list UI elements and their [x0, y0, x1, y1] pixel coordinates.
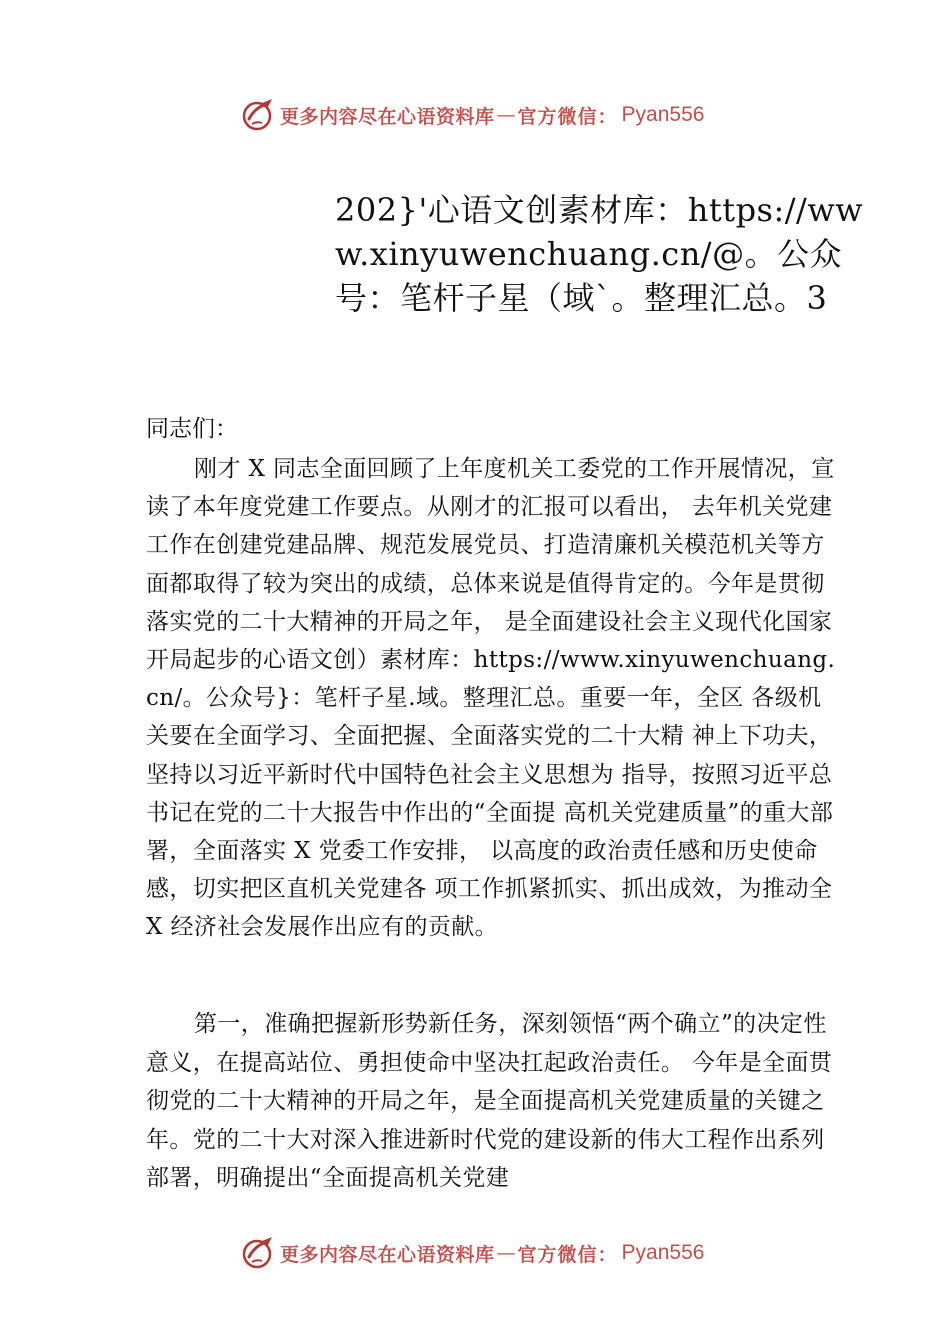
brush-pen-logo-icon — [240, 97, 276, 133]
banner-wechat-id: Pyan556 — [621, 1241, 705, 1264]
banner-separator: — — [496, 104, 516, 126]
document-heading: 202}'心语文创素材库：https://www.xinyuwenchuang.cn/@。公众号：笔杆子星（域`。整理汇总。3 — [335, 191, 864, 317]
banner-slogan: 更多内容尽在心语资料库 — [280, 1243, 495, 1266]
salutation: 同志们： — [146, 416, 238, 442]
banner-wechat-label: 官方微信： — [517, 105, 618, 128]
header-banner — [240, 95, 704, 135]
banner-wechat-label: 官方微信： — [517, 1243, 618, 1266]
banner-wechat-id: Pyan556 — [621, 103, 705, 126]
paragraph-1: 刚才 X 同志全面回顾了上年度机关工委党的工作开展情况，宣读了本年度党建工作要点。从刚才的汇报可以看出， 去年机关党建工作在创建党建品牌、规范发展党员、打造清廉机关模范机关等方面都取得了较为突出的成绩，总体来说是值得肯定的。今年是贯彻落实党的二十大精神的开局之年， 是全面建设社会主义现代化国家开局起步的心语文创）素材库：https://www.xinyuwenchuang.cn/。公众号}：笔杆子星.域。整理汇总。重要一年，全区 各级机关要在全面学习、全面把握、全面落实党的二十大精 神上下功夫，坚持以习近平新时代中国特色社会主义思想为 指导，按照习近平总书记在党的二十大报告中作出的“全面提 高机关党建质量”的重大部署，全面落实 X 党委工作安排， 以高度的政治责任感和历史使命感，切实把区直机关党建各 项工作抓紧抓实、抓出成效，为推动全 X 经济社会发展作出应有的贡献。 — [146, 456, 836, 941]
banner-separator: — — [496, 1242, 516, 1264]
banner-slogan: 更多内容尽在心语资料库 — [280, 105, 495, 128]
footer-banner — [240, 1233, 704, 1273]
paragraph-2: 第一，准确把握新形势新任务，深刻领悟“两个确立”的决定性意义，在提高站位、勇担使命中坚决扛起政治责任。 今年是全面贯彻党的二十大精神的开局之年，是全面提高机关党建质量的关键之年。党的二十大对深入推进新时代党的建设新的伟大工程作出系列部署，明确提出“全面提高机关党建 — [146, 1011, 833, 1191]
brush-pen-logo-icon — [240, 1235, 276, 1271]
